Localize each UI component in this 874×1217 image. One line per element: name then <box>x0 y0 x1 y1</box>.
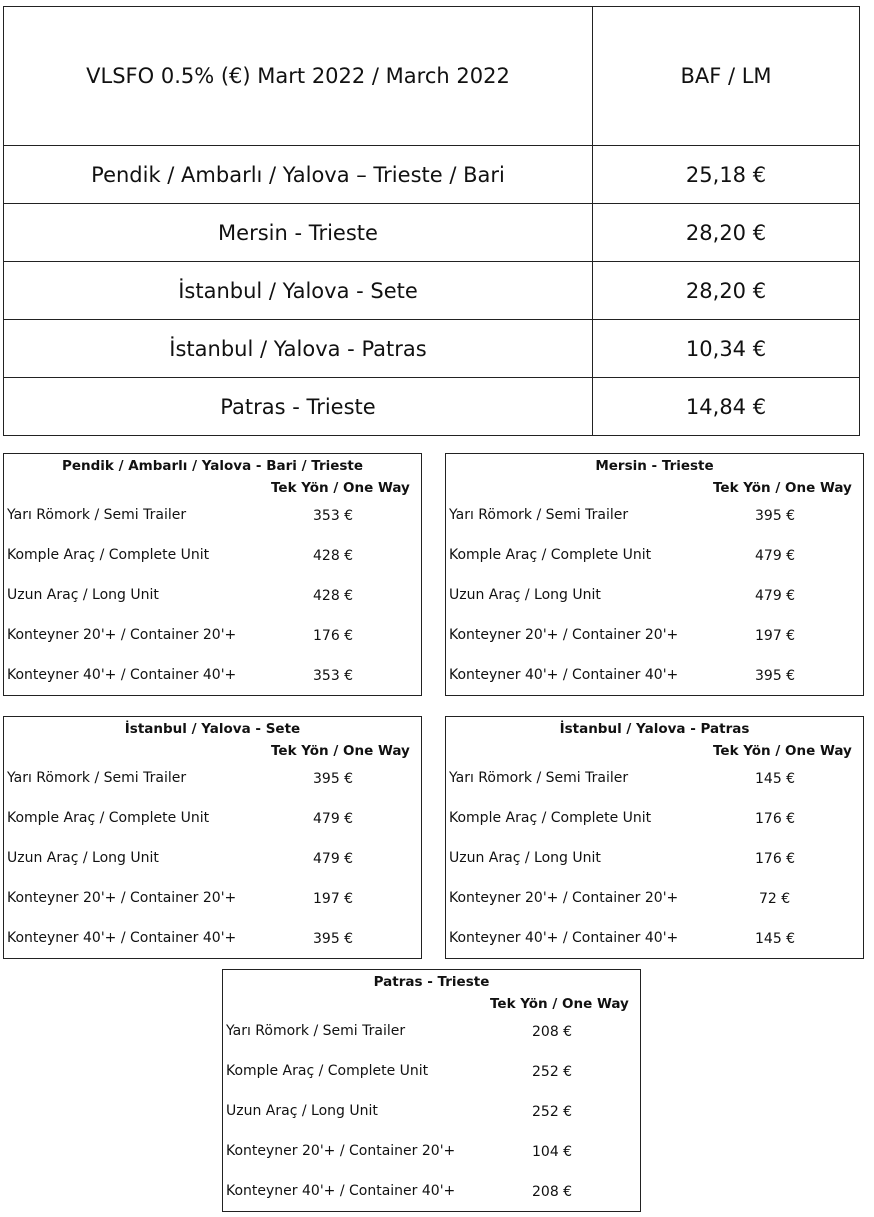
price-value: 104 € <box>532 1144 573 1160</box>
route-row <box>449 627 863 647</box>
route-row <box>449 930 863 950</box>
vehicle-label: Komple Araç / Complete Unit <box>7 810 210 826</box>
route-row <box>449 810 863 830</box>
price-value: 353 € <box>313 508 354 524</box>
price-value: 197 € <box>755 628 796 644</box>
route-box-istanbul-sete <box>3 716 422 959</box>
route-column-header: Tek Yön / One Way <box>271 480 410 496</box>
vehicle-label: Uzun Araç / Long Unit <box>226 1103 378 1119</box>
route-row <box>449 547 863 567</box>
price-value: 395 € <box>313 771 354 787</box>
price-value: 353 € <box>313 668 354 684</box>
price-value: 395 € <box>755 668 796 684</box>
price-value: 208 € <box>532 1024 573 1040</box>
route-row <box>7 507 421 527</box>
price-value: 428 € <box>313 548 354 564</box>
route-title: Pendik / Ambarlı / Yalova - Bari / Trieste <box>61 458 364 474</box>
baf-route: Mersin - Trieste <box>4 204 593 262</box>
vehicle-label: Uzun Araç / Long Unit <box>449 850 601 866</box>
baf-route: İstanbul / Yalova - Patras <box>4 320 593 378</box>
price-value: 208 € <box>532 1184 573 1200</box>
route-row <box>449 890 863 910</box>
price-value: 252 € <box>532 1064 573 1080</box>
route-title: Mersin - Trieste <box>595 458 714 474</box>
baf-table <box>3 6 860 436</box>
route-row <box>226 1103 640 1123</box>
route-title: İstanbul / Yalova - Patras <box>559 721 750 737</box>
baf-route: Pendik / Ambarlı / Yalova – Trieste / Bari <box>4 146 593 204</box>
baf-row <box>4 146 860 204</box>
baf-value: 28,20 € <box>593 262 860 320</box>
vehicle-label: Konteyner 20'+ / Container 20'+ <box>7 627 237 643</box>
price-value: 176 € <box>755 811 796 827</box>
route-row <box>7 770 421 790</box>
vehicle-label: Komple Araç / Complete Unit <box>449 547 652 563</box>
route-column-header: Tek Yön / One Way <box>713 480 852 496</box>
vehicle-label: Komple Araç / Complete Unit <box>449 810 652 826</box>
route-column-header: Tek Yön / One Way <box>490 996 629 1012</box>
route-row <box>226 1143 640 1163</box>
route-row <box>449 850 863 870</box>
route-row <box>449 507 863 527</box>
baf-value: 28,20 € <box>593 204 860 262</box>
route-row <box>7 890 421 910</box>
route-row <box>226 1023 640 1043</box>
price-value: 479 € <box>313 851 354 867</box>
vehicle-label: Konteyner 40'+ / Container 40'+ <box>7 667 237 683</box>
baf-row <box>4 262 860 320</box>
vehicle-label: Uzun Araç / Long Unit <box>7 587 159 603</box>
route-box-patras-trieste <box>222 969 641 1212</box>
vehicle-label: Uzun Araç / Long Unit <box>449 587 601 603</box>
price-value: 176 € <box>313 628 354 644</box>
baf-value: 10,34 € <box>593 320 860 378</box>
vehicle-label: Konteyner 20'+ / Container 20'+ <box>449 627 679 643</box>
vehicle-label: Konteyner 40'+ / Container 40'+ <box>226 1183 456 1199</box>
route-row <box>7 850 421 870</box>
price-value: 145 € <box>755 931 796 947</box>
route-row <box>449 587 863 607</box>
route-row <box>226 1063 640 1083</box>
vehicle-label: Yarı Römork / Semi Trailer <box>7 507 187 523</box>
route-column-header: Tek Yön / One Way <box>713 743 852 759</box>
baf-row <box>4 204 860 262</box>
baf-value: 25,18 € <box>593 146 860 204</box>
price-value: 72 € <box>759 891 791 907</box>
route-row <box>7 627 421 647</box>
baf-row <box>4 320 860 378</box>
vehicle-label: Komple Araç / Complete Unit <box>7 547 210 563</box>
route-title: Patras - Trieste <box>373 974 490 990</box>
baf-route: Patras - Trieste <box>4 378 593 436</box>
baf-row <box>4 378 860 436</box>
vehicle-label: Konteyner 40'+ / Container 40'+ <box>449 667 679 683</box>
route-row <box>449 667 863 687</box>
route-row <box>7 810 421 830</box>
price-value: 479 € <box>755 588 796 604</box>
route-row <box>226 1183 640 1203</box>
route-row <box>7 547 421 567</box>
price-value: 479 € <box>313 811 354 827</box>
price-value: 176 € <box>755 851 796 867</box>
baf-header-fuel: VLSFO 0.5% (€) Mart 2022 / March 2022 <box>4 7 593 146</box>
price-value: 395 € <box>755 508 796 524</box>
price-value: 395 € <box>313 931 354 947</box>
vehicle-label: Konteyner 20'+ / Container 20'+ <box>7 890 237 906</box>
vehicle-label: Yarı Römork / Semi Trailer <box>449 507 629 523</box>
vehicle-label: Yarı Römork / Semi Trailer <box>449 770 629 786</box>
route-row <box>7 667 421 687</box>
baf-header-row <box>4 7 860 146</box>
baf-header-unit: BAF / LM <box>593 7 860 146</box>
route-title: İstanbul / Yalova - Sete <box>124 721 301 737</box>
price-value: 252 € <box>532 1104 573 1120</box>
vehicle-label: Konteyner 20'+ / Container 20'+ <box>226 1143 456 1159</box>
price-value: 197 € <box>313 891 354 907</box>
vehicle-label: Yarı Römork / Semi Trailer <box>226 1023 406 1039</box>
price-value: 479 € <box>755 548 796 564</box>
vehicle-label: Konteyner 20'+ / Container 20'+ <box>449 890 679 906</box>
price-value: 145 € <box>755 771 796 787</box>
route-row <box>7 587 421 607</box>
vehicle-label: Uzun Araç / Long Unit <box>7 850 159 866</box>
baf-value: 14,84 € <box>593 378 860 436</box>
baf-route: İstanbul / Yalova - Sete <box>4 262 593 320</box>
vehicle-label: Konteyner 40'+ / Container 40'+ <box>449 930 679 946</box>
route-column-header: Tek Yön / One Way <box>271 743 410 759</box>
vehicle-label: Komple Araç / Complete Unit <box>226 1063 429 1079</box>
route-box-mersin-trieste <box>445 453 864 696</box>
route-row <box>449 770 863 790</box>
vehicle-label: Yarı Römork / Semi Trailer <box>7 770 187 786</box>
price-value: 428 € <box>313 588 354 604</box>
route-box-istanbul-patras <box>445 716 864 959</box>
route-row <box>7 930 421 950</box>
route-box-pendik-bari-trieste <box>3 453 422 696</box>
vehicle-label: Konteyner 40'+ / Container 40'+ <box>7 930 237 946</box>
